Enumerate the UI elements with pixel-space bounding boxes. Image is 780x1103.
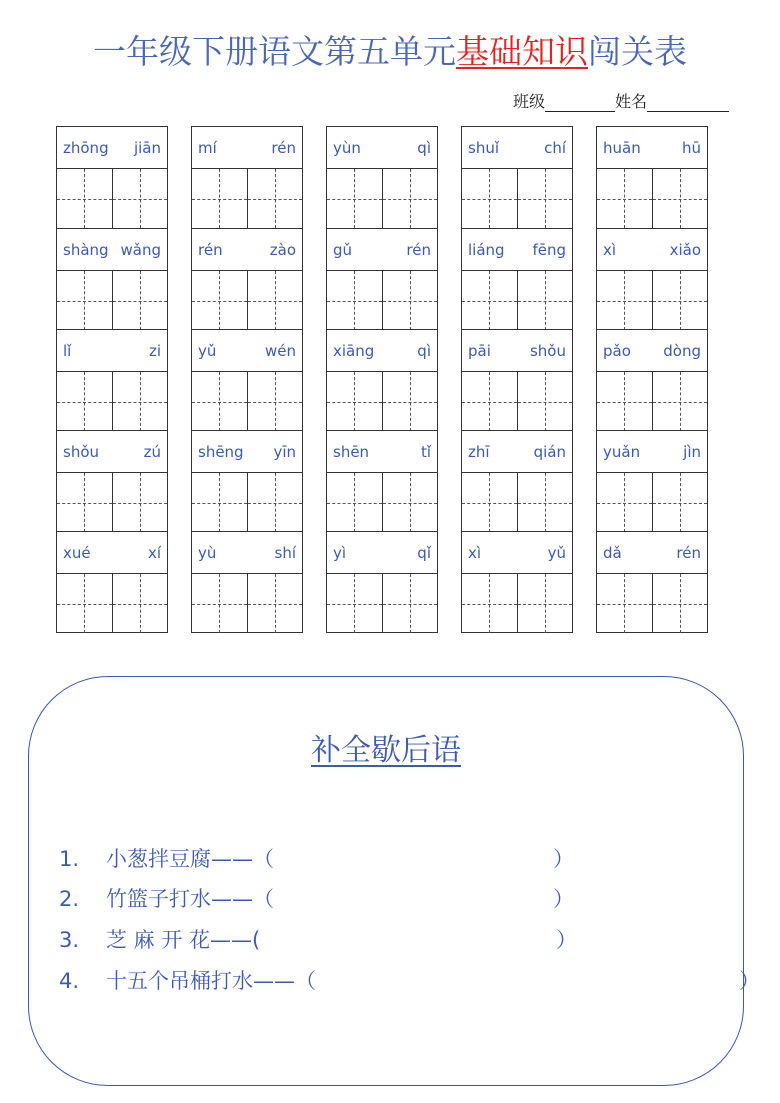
- tianzige-cell[interactable]: [247, 372, 303, 431]
- pinyin-syllable: yì: [333, 543, 347, 562]
- character-cells: [597, 372, 707, 431]
- pinyin-syllable: chí: [544, 138, 566, 157]
- tianzige-cell[interactable]: [517, 473, 573, 532]
- tianzige-cell[interactable]: [112, 574, 168, 633]
- pinyin-syllable: dǎ: [603, 543, 622, 562]
- pinyin-row: [57, 330, 167, 372]
- item-close-paren: ）: [553, 847, 574, 871]
- pinyin-syllable: pāi: [468, 341, 491, 360]
- word-box: [327, 430, 437, 531]
- word-column: [596, 126, 708, 633]
- pinyin-syllable: lǐ: [63, 341, 72, 360]
- tianzige-cell[interactable]: [462, 574, 517, 633]
- tianzige-cell[interactable]: [652, 169, 708, 228]
- item-close-paren: ）: [739, 969, 760, 993]
- word-box: [597, 329, 707, 430]
- pinyin-syllable: zào: [269, 240, 296, 259]
- character-cells: [597, 473, 707, 532]
- tianzige-cell[interactable]: [192, 574, 247, 633]
- pinyin-syllable: qì: [417, 341, 431, 360]
- pinyin-syllable: yǔ: [198, 341, 217, 360]
- tianzige-cell[interactable]: [652, 574, 708, 633]
- word-box: [192, 329, 302, 430]
- tianzige-cell[interactable]: [382, 169, 438, 228]
- tianzige-cell[interactable]: [652, 372, 708, 431]
- tianzige-cell[interactable]: [57, 271, 112, 330]
- word-box: [57, 531, 167, 632]
- pinyin-syllable: tǐ: [420, 442, 431, 461]
- character-cells: [192, 271, 302, 330]
- title-part2: 闯关表: [588, 32, 687, 71]
- xiehouyu-panel: [28, 676, 760, 1086]
- name-label: 姓名: [615, 92, 648, 111]
- pinyin-syllable: xì: [468, 543, 482, 562]
- word-box: [192, 127, 302, 228]
- character-cells: [597, 169, 707, 228]
- pinyin-syllable: yǔ: [547, 543, 566, 562]
- tianzige-cell[interactable]: [462, 372, 517, 431]
- word-box: [192, 531, 302, 632]
- tianzige-cell[interactable]: [597, 271, 652, 330]
- pinyin-row: [57, 431, 167, 473]
- pinyin-syllable: liáng: [468, 240, 505, 259]
- character-cells: [57, 372, 167, 431]
- word-box: [57, 430, 167, 531]
- tianzige-cell[interactable]: [192, 372, 247, 431]
- pinyin-syllable: zú: [143, 442, 161, 461]
- pinyin-syllable: huān: [603, 138, 641, 157]
- tianzige-cell[interactable]: [382, 271, 438, 330]
- name-blank[interactable]: [647, 95, 729, 112]
- item-number: 2.: [59, 887, 80, 911]
- pinyin-row: [192, 532, 302, 574]
- word-box: [462, 228, 572, 329]
- character-cells: [462, 271, 572, 330]
- class-label: 班级: [513, 92, 546, 111]
- pinyin-row: [462, 431, 572, 473]
- pinyin-syllable: yù: [198, 543, 217, 562]
- pinyin-row: [327, 532, 437, 574]
- word-column: [56, 126, 168, 633]
- word-box: [57, 228, 167, 329]
- pinyin-row: [57, 532, 167, 574]
- tianzige-cell[interactable]: [327, 169, 382, 228]
- pinyin-syllable: yīn: [273, 442, 296, 461]
- tianzige-cell[interactable]: [57, 574, 112, 633]
- word-box: [597, 430, 707, 531]
- character-cells: [327, 271, 437, 330]
- word-box: [327, 329, 437, 430]
- pinyin-syllable: shàng: [63, 240, 109, 259]
- character-cells: [597, 271, 707, 330]
- pinyin-row: [327, 431, 437, 473]
- tianzige-cell[interactable]: [57, 169, 112, 228]
- pinyin-syllable: xiǎo: [669, 240, 701, 259]
- pinyin-syllable: wǎng: [120, 240, 161, 259]
- pinyin-syllable: xì: [603, 240, 617, 259]
- item-number: 1.: [59, 847, 80, 871]
- pinyin-syllable: zhī: [468, 442, 490, 461]
- word-box: [462, 531, 572, 632]
- word-box: [192, 228, 302, 329]
- pinyin-row: [462, 532, 572, 574]
- word-column: [191, 126, 303, 633]
- item-text: 竹篮子打水——（: [106, 887, 274, 911]
- character-cells: [192, 574, 302, 633]
- word-column: [461, 126, 573, 633]
- pinyin-syllable: rén: [198, 240, 223, 259]
- class-blank[interactable]: [545, 95, 615, 112]
- page-title: [0, 26, 780, 73]
- pinyin-row: [462, 330, 572, 372]
- pinyin-row: [597, 431, 707, 473]
- pinyin-row: [327, 229, 437, 271]
- pinyin-syllable: shēng: [198, 442, 244, 461]
- character-cells: [462, 169, 572, 228]
- tianzige-cell[interactable]: [462, 169, 517, 228]
- tianzige-cell[interactable]: [652, 271, 708, 330]
- pinyin-syllable: jìn: [683, 442, 701, 461]
- tianzige-cell[interactable]: [382, 574, 438, 633]
- word-box: [597, 228, 707, 329]
- tianzige-cell[interactable]: [462, 473, 517, 532]
- tianzige-cell[interactable]: [192, 473, 247, 532]
- pinyin-row: [327, 127, 437, 169]
- pinyin-syllable: zhōng: [63, 138, 109, 157]
- tianzige-cell[interactable]: [517, 169, 573, 228]
- item-close-paren: ）: [553, 887, 574, 911]
- character-cells: [57, 271, 167, 330]
- title-part1: 一年级下册语文第五单元: [93, 32, 456, 71]
- pinyin-row: [597, 330, 707, 372]
- word-box: [327, 531, 437, 632]
- character-cells: [462, 372, 572, 431]
- character-cells: [327, 574, 437, 633]
- character-cells: [327, 169, 437, 228]
- character-cells: [192, 169, 302, 228]
- pinyin-syllable: rén: [271, 138, 296, 157]
- pinyin-syllable: qián: [533, 442, 566, 461]
- character-cells: [462, 473, 572, 532]
- tianzige-cell[interactable]: [327, 372, 382, 431]
- pinyin-row: [462, 229, 572, 271]
- tianzige-cell[interactable]: [112, 372, 168, 431]
- tianzige-cell[interactable]: [382, 473, 438, 532]
- word-box: [327, 127, 437, 228]
- tianzige-cell[interactable]: [597, 169, 652, 228]
- pinyin-syllable: rén: [406, 240, 431, 259]
- pinyin-syllable: zi: [148, 341, 161, 360]
- tianzige-cell[interactable]: [192, 169, 247, 228]
- character-cells: [57, 169, 167, 228]
- pinyin-row: [192, 431, 302, 473]
- word-box: [597, 531, 707, 632]
- tianzige-cell[interactable]: [462, 271, 517, 330]
- pinyin-row: [57, 229, 167, 271]
- word-box: [597, 127, 707, 228]
- section-title: 补全歇后语: [311, 733, 461, 768]
- tianzige-cell[interactable]: [597, 574, 652, 633]
- item-close-paren: ）: [556, 928, 577, 952]
- tianzige-cell[interactable]: [517, 372, 573, 431]
- pinyin-row: [57, 127, 167, 169]
- pinyin-syllable: shuǐ: [468, 138, 499, 157]
- pinyin-row: [192, 330, 302, 372]
- pinyin-syllable: xí: [147, 543, 161, 562]
- character-cells: [57, 473, 167, 532]
- character-cells: [192, 372, 302, 431]
- tianzige-cell[interactable]: [247, 169, 303, 228]
- pinyin-row: [462, 127, 572, 169]
- character-cells: [57, 574, 167, 633]
- pinyin-row: [597, 532, 707, 574]
- pinyin-syllable: wén: [264, 341, 296, 360]
- pinyin-row: [597, 127, 707, 169]
- tianzige-cell[interactable]: [247, 271, 303, 330]
- pinyin-syllable: yùn: [333, 138, 361, 157]
- pinyin-syllable: yuǎn: [603, 442, 641, 461]
- pinyin-row: [327, 330, 437, 372]
- pinyin-syllable: shēn: [333, 442, 370, 461]
- pinyin-syllable: jiān: [133, 138, 161, 157]
- pinyin-syllable: qì: [417, 138, 431, 157]
- class-name-line: [513, 89, 729, 112]
- tianzige-cell[interactable]: [192, 271, 247, 330]
- character-cells: [192, 473, 302, 532]
- character-cells: [327, 372, 437, 431]
- pinyin-syllable: fēng: [532, 240, 566, 259]
- tianzige-cell[interactable]: [517, 574, 573, 633]
- pinyin-syllable: xiāng: [333, 341, 375, 360]
- tianzige-cell[interactable]: [327, 574, 382, 633]
- word-box: [192, 430, 302, 531]
- word-box: [57, 329, 167, 430]
- tianzige-cell[interactable]: [57, 372, 112, 431]
- title-highlight: 基础知识: [456, 32, 588, 71]
- pinyin-syllable: pǎo: [603, 341, 631, 360]
- item-text: 十五个吊桶打水——（: [106, 969, 316, 993]
- pinyin-syllable: rén: [676, 543, 701, 562]
- item-number: 4.: [59, 969, 80, 993]
- pinyin-syllable: xué: [63, 543, 91, 562]
- pinyin-syllable: dòng: [663, 341, 701, 360]
- word-box: [327, 228, 437, 329]
- tianzige-cell[interactable]: [247, 574, 303, 633]
- tianzige-cell[interactable]: [112, 271, 168, 330]
- pinyin-syllable: qǐ: [417, 543, 431, 562]
- word-box: [462, 430, 572, 531]
- tianzige-cell[interactable]: [597, 372, 652, 431]
- word-box: [462, 329, 572, 430]
- tianzige-cell[interactable]: [597, 473, 652, 532]
- tianzige-cell[interactable]: [112, 169, 168, 228]
- item-number: 3.: [59, 928, 80, 952]
- pinyin-syllable: shǒu: [63, 442, 100, 461]
- pinyin-syllable: mí: [198, 138, 217, 157]
- tianzige-cell[interactable]: [517, 271, 573, 330]
- character-cells: [327, 473, 437, 532]
- pinyin-row: [192, 229, 302, 271]
- item-text: 芝 麻 开 花——(: [106, 928, 261, 952]
- pinyin-syllable: shí: [274, 543, 296, 562]
- tianzige-cell[interactable]: [382, 372, 438, 431]
- item-text: 小葱拌豆腐——（: [106, 847, 274, 871]
- word-box: [462, 127, 572, 228]
- tianzige-cell[interactable]: [57, 473, 112, 532]
- tianzige-cell[interactable]: [112, 473, 168, 532]
- tianzige-cell[interactable]: [652, 473, 708, 532]
- pinyin-syllable: gǔ: [333, 240, 353, 259]
- character-cells: [462, 574, 572, 633]
- word-box: [57, 127, 167, 228]
- tianzige-cell[interactable]: [327, 473, 382, 532]
- character-cells: [597, 574, 707, 633]
- tianzige-cell[interactable]: [247, 473, 303, 532]
- pinyin-row: [597, 229, 707, 271]
- pinyin-row: [192, 127, 302, 169]
- tianzige-cell[interactable]: [327, 271, 382, 330]
- pinyin-syllable: hū: [681, 138, 701, 157]
- word-column: [326, 126, 438, 633]
- pinyin-syllable: shǒu: [529, 341, 566, 360]
